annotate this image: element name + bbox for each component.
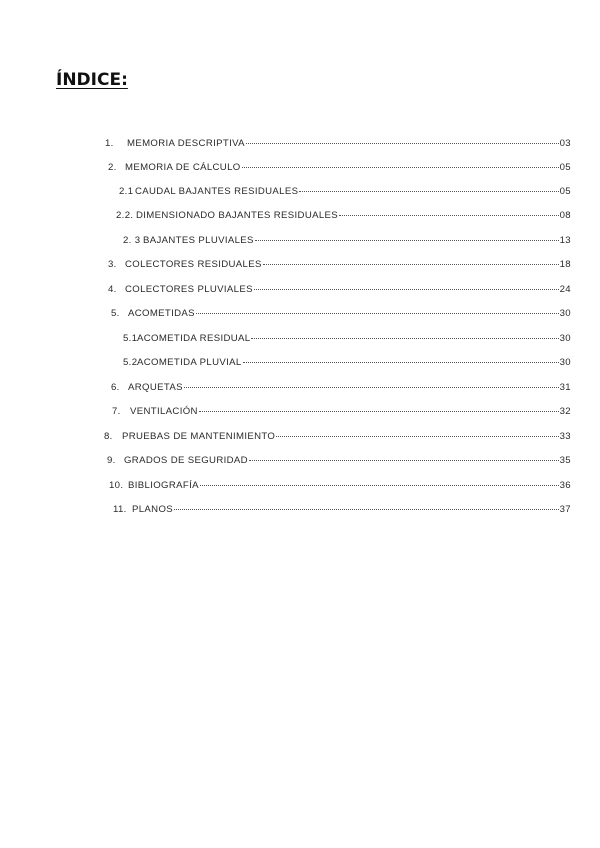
- toc-entry-number: 2.2.: [116, 210, 134, 221]
- toc-entry-number: 6.: [111, 382, 120, 393]
- toc-entry-page: 08: [559, 210, 571, 221]
- toc-entry-page: 13: [559, 235, 571, 246]
- toc-entry-page: 33: [559, 431, 571, 442]
- toc-entry[interactable]: [111, 382, 571, 393]
- toc-entry[interactable]: [123, 333, 571, 344]
- toc-entry-number: 11.: [113, 504, 127, 515]
- toc-entry-title: ACOMETIDA PLUVIAL: [137, 357, 242, 368]
- toc-entry[interactable]: [111, 308, 571, 319]
- toc-entry[interactable]: [119, 186, 571, 197]
- toc-entry-page: 30: [559, 333, 571, 344]
- toc-leader: [184, 387, 559, 388]
- toc-entry-number: 4.: [108, 284, 117, 295]
- toc-entry-page: 03: [559, 138, 571, 149]
- toc-entry-page: 30: [559, 308, 571, 319]
- toc-leader: [299, 191, 558, 192]
- toc-entry[interactable]: [105, 138, 571, 149]
- toc-entry-title: DIMENSIONADO BAJANTES RESIDUALES: [136, 210, 339, 221]
- toc-entry[interactable]: [116, 210, 571, 221]
- toc-entry-page: 30: [559, 357, 571, 368]
- toc-entry-number: 2. 3: [123, 235, 141, 246]
- toc-entry-title: COLECTORES PLUVIALES: [125, 284, 253, 295]
- toc-leader: [249, 460, 559, 461]
- toc-entry-page: 35: [559, 455, 571, 466]
- toc-entry[interactable]: [108, 259, 571, 270]
- toc-entry[interactable]: [123, 357, 571, 368]
- toc-leader: [242, 167, 559, 168]
- toc-entry-number: 8.: [104, 431, 113, 442]
- toc-entry-title: CAUDAL BAJANTES RESIDUALES: [135, 186, 299, 197]
- toc-entry-number: 5.: [111, 308, 120, 319]
- toc-entry-title: ACOMETIDA RESIDUAL: [137, 333, 251, 344]
- toc-entry-page: 18: [559, 259, 571, 270]
- toc-entry-number: 3.: [108, 259, 117, 270]
- toc-entry-page: 05: [559, 162, 571, 173]
- toc-entry-number: 2.: [108, 162, 117, 173]
- toc-entry-page: 32: [559, 406, 571, 417]
- toc-leader: [199, 411, 559, 412]
- toc-entry-number: 1.: [105, 138, 114, 149]
- toc-leader: [251, 338, 558, 339]
- toc-entry-page: 31: [559, 382, 571, 393]
- toc-leader: [243, 362, 559, 363]
- page-title: ÍNDICE:: [56, 70, 128, 90]
- toc-entry-number: 9.: [107, 455, 116, 466]
- toc-entry[interactable]: [108, 284, 571, 295]
- toc-leader: [246, 143, 559, 144]
- toc-leader: [276, 436, 558, 437]
- toc-entry[interactable]: [108, 162, 571, 173]
- toc-entry-title: COLECTORES RESIDUALES: [125, 259, 262, 270]
- toc-entry[interactable]: [109, 480, 571, 491]
- toc-entry[interactable]: [123, 235, 571, 246]
- toc-entry-title: MEMORIA DESCRIPTIVA: [127, 138, 245, 149]
- toc-entry[interactable]: [104, 431, 571, 442]
- toc-entry-number: 7.: [112, 406, 121, 417]
- toc-entry-page: 05: [559, 186, 571, 197]
- toc-entry-number: 5.1: [123, 333, 138, 344]
- toc-leader: [196, 313, 559, 314]
- toc-entry-title: ACOMETIDAS: [128, 308, 195, 319]
- toc-entry-page: 37: [559, 504, 571, 515]
- toc-entry-title: GRADOS DE SEGURIDAD: [124, 455, 248, 466]
- toc-leader: [339, 215, 559, 216]
- toc-entry-number: 2.1: [119, 186, 134, 197]
- toc-leader: [174, 509, 559, 510]
- toc-entry-page: 36: [559, 480, 571, 491]
- toc-entry-title: ARQUETAS: [128, 382, 183, 393]
- toc-leader: [200, 485, 559, 486]
- toc-entry[interactable]: [107, 455, 571, 466]
- toc-entry-title: PRUEBAS DE MANTENIMIENTO: [122, 431, 276, 442]
- toc-entry-title: BIBLIOGRAFÍA: [128, 480, 199, 491]
- toc-entry-title: BAJANTES PLUVIALES: [143, 235, 254, 246]
- toc-leader: [255, 240, 559, 241]
- toc-entry-number: 5.2: [123, 357, 138, 368]
- toc-leader: [254, 289, 559, 290]
- toc-entry-page: 24: [559, 284, 571, 295]
- toc-entry-title: PLANOS: [132, 504, 174, 515]
- toc-entry-number: 10.: [109, 480, 124, 491]
- toc-entry-title: VENTILACIÓN: [130, 406, 198, 417]
- toc-entry[interactable]: [113, 504, 571, 515]
- toc-entry-title: MEMORIA DE CÁLCULO: [125, 162, 241, 173]
- toc-leader: [263, 264, 559, 265]
- toc-entry[interactable]: [112, 406, 571, 417]
